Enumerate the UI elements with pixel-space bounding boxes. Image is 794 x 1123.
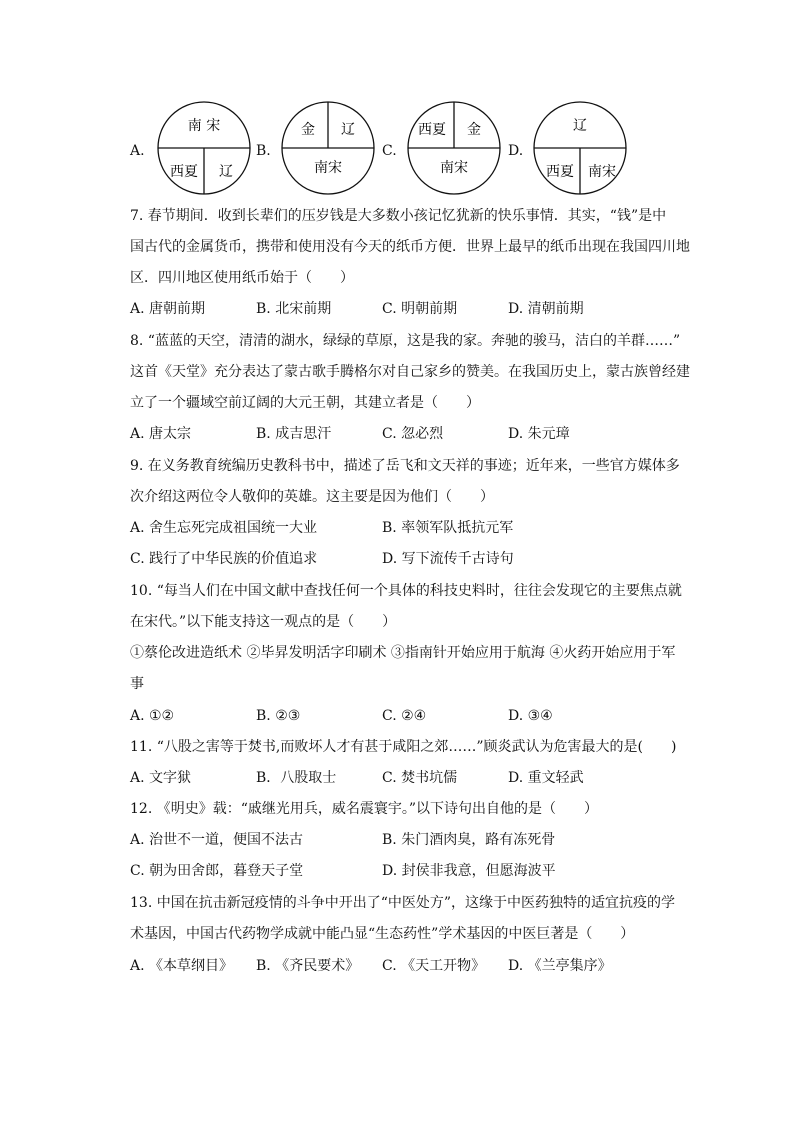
option-a-letter: A. [130, 143, 145, 159]
q7-line-1: 7. 春节期间．收到长辈们的压岁钱是大多数小孩记忆犹新的快乐事情．其实，“钱”是中 [130, 208, 667, 224]
q12-option-b[interactable]: B. 朱门酒肉臭，路有冻死骨 [382, 832, 556, 848]
q10-line-4: 事 [130, 676, 144, 692]
circle-diagram-d [530, 100, 634, 200]
q10-line-2: 在宋代。”以下能支持这一观点的是（ ） [130, 614, 397, 630]
label-c-right: 金 [467, 122, 481, 138]
q9-option-d[interactable]: D. 写下流传千古诗句 [382, 551, 514, 567]
q11-option-b[interactable]: B．八股取士 [256, 770, 337, 786]
q10-option-d[interactable]: D. ③④ [508, 708, 553, 724]
label-a-right: 辽 [219, 164, 233, 180]
q7-line-2: 国古代的金属货币，携带和使用没有今天的纸币方便．世界上最早的纸币出现在我国四川地 [130, 239, 690, 255]
q10-line-3: ①蔡伦改进造纸术 ②毕昇发明活字印刷术 ③指南针开始应用于航海 ④火药开始应用于军 [130, 645, 676, 661]
q8-option-a[interactable]: A. 唐太宗 [130, 426, 192, 442]
circle-diagram-c [404, 100, 508, 200]
label-d-right: 南宋 [588, 164, 616, 180]
q8-line-2: 这首《天堂》充分表达了蒙古歌手腾格尔对自己家乡的赞美。在我国历史上，蒙古族曾经建 [130, 364, 690, 380]
q13-option-d[interactable]: D. 《兰亭集序》 [508, 958, 612, 974]
q7-option-c[interactable]: C. 明朝前期 [382, 301, 458, 317]
label-d-left: 西夏 [546, 164, 574, 180]
q9-line-2: 次介绍这两位令人敬仰的英雄。这主要是因为他们（ ） [130, 489, 494, 505]
q10-option-b[interactable]: B. ②③ [256, 708, 301, 724]
q8-line-3: 立了一个疆域空前辽阔的大元王朝，其建立者是（ ） [130, 395, 480, 411]
q12-line-1: 12. 《明史》载：“戚继光用兵，威名震寰宇。”以下诗句出自他的是（ ） [130, 801, 599, 817]
q12-option-c[interactable]: C. 朝为田舍郎，暮登天子堂 [130, 863, 304, 879]
q7-option-a[interactable]: A. 唐朝前期 [130, 301, 206, 317]
q8-option-b[interactable]: B. 成吉思汗 [256, 426, 332, 442]
label-b-right: 辽 [341, 122, 355, 138]
q13-line-2: 术基因，中国古代药物学成就中能凸显“生态药性”学术基因的中医巨著是（ ） [130, 926, 635, 942]
q10-option-a[interactable]: A. ①② [130, 708, 175, 724]
option-c-letter: C. [382, 143, 397, 159]
q11-option-d[interactable]: D. 重文轻武 [508, 770, 584, 786]
label-c-bottom: 南宋 [440, 160, 468, 176]
q8-line-1: 8. “蓝蓝的天空，清清的湖水，绿绿的草原，这是我的家。奔驰的骏马，洁白的羊群……” [130, 333, 681, 349]
q9-option-a[interactable]: A. 舍生忘死完成祖国统一大业 [130, 520, 318, 536]
q7-option-b[interactable]: B. 北宋前期 [256, 301, 332, 317]
q13-option-c[interactable]: C. 《天工开物》 [382, 958, 486, 974]
q12-option-a[interactable]: A. 治世不一道，便国不法古 [130, 832, 304, 848]
label-b-left: 金 [301, 122, 315, 138]
q9-option-b[interactable]: B. 率领军队抵抗元军 [382, 520, 514, 536]
q10-line-1: 10. “每当人们在中国文献中查找任何一个具体的科技史料时，往往会发现它的主要焦点就 [130, 583, 682, 599]
regime-diagram-row [128, 100, 648, 200]
circle-diagram-a [154, 100, 258, 200]
q10-option-c[interactable]: C. ②④ [382, 708, 427, 724]
q7-line-3: 区．四川地区使用纸币始于（ ） [130, 270, 354, 286]
q8-option-c[interactable]: C. 忽必烈 [382, 426, 444, 442]
option-b-letter: B. [256, 143, 271, 159]
circle-diagram-b [278, 100, 382, 200]
q8-option-d[interactable]: D. 朱元璋 [508, 426, 570, 442]
label-c-left: 西夏 [418, 122, 446, 138]
label-a-top: 南 宋 [187, 118, 221, 134]
label-d-top: 辽 [573, 118, 587, 134]
label-b-bottom: 南宋 [314, 160, 342, 176]
q7-option-d[interactable]: D. 清朝前期 [508, 301, 584, 317]
q11-option-c[interactable]: C. 焚书坑儒 [382, 770, 458, 786]
q11-line-1: 11. “八股之害等于焚书,而败坏人才有甚于咸阳之郊……”顾炎武认为危害最大的是( ) [130, 739, 677, 755]
label-a-left: 西夏 [170, 164, 198, 180]
q9-option-c[interactable]: C. 践行了中华民族的价值追求 [130, 551, 318, 567]
q13-line-1: 13. 中国在抗击新冠疫情的斗争中开出了“中医处方”，这缘于中医药独特的适宜抗疫的学 [130, 895, 676, 911]
q11-option-a[interactable]: A. 文字狱 [130, 770, 192, 786]
q9-line-1: 9. 在义务教育统编历史教科书中，描述了岳飞和文天祥的事迹；近年来，一些官方媒体多 [130, 458, 680, 474]
option-d-letter: D. [508, 143, 524, 159]
q13-option-b[interactable]: B. 《齐民要术》 [256, 958, 360, 974]
q13-option-a[interactable]: A. 《本草纲目》 [130, 958, 234, 974]
q12-option-d[interactable]: D. 封侯非我意，但愿海波平 [382, 863, 556, 879]
